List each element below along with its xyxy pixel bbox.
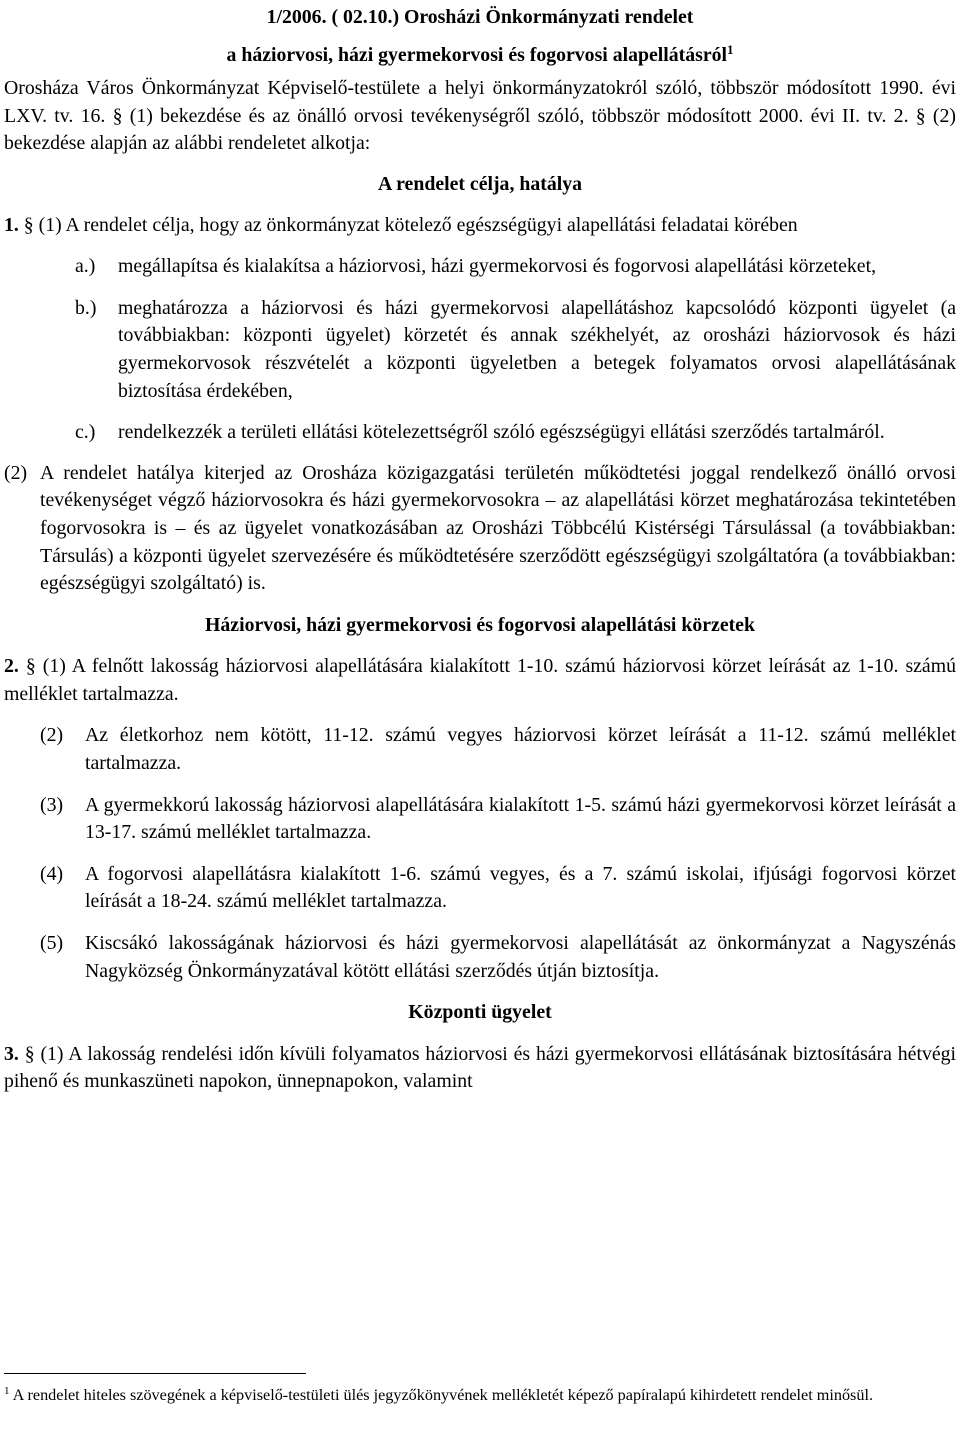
section-2-paragraph-3 bbox=[40, 792, 956, 847]
section-3-number: 3. bbox=[4, 1042, 19, 1065]
section-1-paragraph-2 bbox=[4, 460, 956, 598]
paragraph-label: (2) bbox=[4, 461, 28, 484]
section-1-paragraph-1 bbox=[4, 212, 956, 240]
section-2-paragraph-5 bbox=[40, 930, 956, 985]
section-2-number: 2. bbox=[4, 655, 19, 678]
section-3-paragraph-1 bbox=[4, 1041, 956, 1096]
list-item-label: a.) bbox=[75, 255, 96, 278]
section-2-paragraph-4 bbox=[40, 861, 956, 916]
section-heading-purpose: A rendelet célja, hatálya bbox=[377, 172, 582, 195]
paragraph-text: A gyermekkorú lakosság háziorvosi alapellátására kialakított 1-5. számú házi gyermekorvosi körzet leírását a 13-17. számú melléklet tartalmazza. bbox=[85, 793, 956, 844]
section-heading-districts: Háziorvosi, házi gyermekorvosi és fogorvosi alapellátási körzetek bbox=[205, 613, 755, 636]
paragraph-text: A fogorvosi alapellátásra kialakított 1-6. számú vegyes, és a 7. számú iskolai, ifjúsági fogorvosi körzet leírását a 18-24. számú melléklet tartalmazza. bbox=[85, 862, 956, 913]
document-title-line2 bbox=[4, 42, 956, 70]
footnote-text: A rendelet hiteles szövegének a képviselő-testületi ülés jegyzőkönyvének mellékletét képező papíralapú kihirdetett rendelet minősül. bbox=[9, 1386, 873, 1404]
list-item-text: megállapítsa és kialakítsa a háziorvosi, házi gyermekorvosi és fogorvosi alapellátási körzeteket, bbox=[118, 255, 877, 278]
section-heading-central-duty: Központi ügyelet bbox=[408, 1001, 552, 1024]
preamble: Orosháza Város Önkormányzat Képviselő-testülete a helyi önkormányzatokról szóló, többször módosított 1990. évi LXV. tv. 16. § (1) bekezdése és az önálló orvosi tevékenységről szóló, többször módosított 2000. évi II. tv. 2. § (2) bekezdése alapján az alábbi rendeletet alkotja: bbox=[4, 77, 956, 155]
footnote-reference[interactable]: 1 bbox=[727, 41, 734, 57]
section-1-number: 1. bbox=[4, 213, 19, 236]
section-1-paragraph-1-text: § (1) A rendelet célja, hogy az önkormányzat kötelező egészségügyi alapellátási feladatai körében bbox=[18, 213, 798, 236]
paragraph-label: (5) bbox=[40, 932, 64, 955]
paragraph-label: (3) bbox=[40, 793, 64, 816]
paragraph-label: (4) bbox=[40, 862, 64, 885]
footnote-divider bbox=[4, 1373, 306, 1374]
document-title-line1: 1/2006. ( 02.10.) Orosházi Önkormányzati rendelet bbox=[266, 6, 694, 28]
footnote bbox=[4, 1383, 956, 1408]
paragraph-text: A rendelet hatálya kiterjed az Orosháza közigazgatási területén működtetési joggal rendelkező önálló orvosi tevékenységet végző háziorvosokra és házi gyermekorvosokra – az alapellátási körzet meghatározása tekintetében fogorvosokra is – és az ügyelet vonatkozásában az Orosházi Többcélú Kistérségi Társulással (a továbbiakban: Társulás) a központi ügyelet szervezésére és működtetésére szerződött egészségügyi szolgáltatóra (a továbbiakban: egészségügyi szolgáltató) is. bbox=[40, 461, 956, 595]
list-item-label: c.) bbox=[75, 421, 96, 444]
paragraph-label: (2) bbox=[40, 724, 64, 747]
paragraph-text: Az életkorhoz nem kötött, 11-12. számú vegyes háziorvosi körzet leírását a 11-12. számú melléklet tartalmazza. bbox=[85, 724, 956, 775]
paragraph-text: Kiscsákó lakosságának háziorvosi és házi gyermekorvosi alapellátását az önkormányzat a Nagyszénás Nagyközség Önkormányzatával kötött ellátási szerződés útján biztosítja. bbox=[85, 932, 956, 982]
list-item-c bbox=[75, 419, 956, 447]
footnote-number: 1 bbox=[4, 1385, 10, 1397]
list-item-b bbox=[75, 295, 956, 405]
section-2-paragraph-1-text: § (1) A felnőtt lakosság háziorvosi alapellátására kialakított 1-10. számú háziorvosi körzet leírását az 1-10. számú melléklet tartalmazza. bbox=[4, 655, 956, 705]
list-item-text: meghatározza a háziorvosi és házi gyermekorvosi alapellátáshoz kapcsolódó központi ügyelet (a továbbiakban: központi ügyelet) körzetét és annak székhelyét, az orosházi háziorvosok és házi gyermekorvosok részvételét a központi ügyeletben a betegek folyamatos orvosi alapellátásának biztosítása érdekében, bbox=[118, 296, 956, 402]
section-2-paragraph-2 bbox=[40, 722, 956, 777]
list-item-label: b.) bbox=[75, 296, 97, 319]
section-2-paragraph-1 bbox=[4, 653, 956, 708]
list-item-a bbox=[75, 253, 956, 281]
list-item-text: rendelkezzék a területi ellátási kötelezettségről szóló egészségügyi ellátási szerződés tartalmáról. bbox=[118, 421, 885, 444]
title-line2-text: a háziorvosi, házi gyermekorvosi és fogorvosi alapellátásról bbox=[226, 43, 727, 66]
section-3-paragraph-1-text: § (1) A lakosság rendelési időn kívüli folyamatos háziorvosi és házi gyermekorvosi ellátásának biztosítására hétvégi pihenő és munkaszüneti napokon, ünnepnapokon, valamint bbox=[4, 1042, 956, 1093]
